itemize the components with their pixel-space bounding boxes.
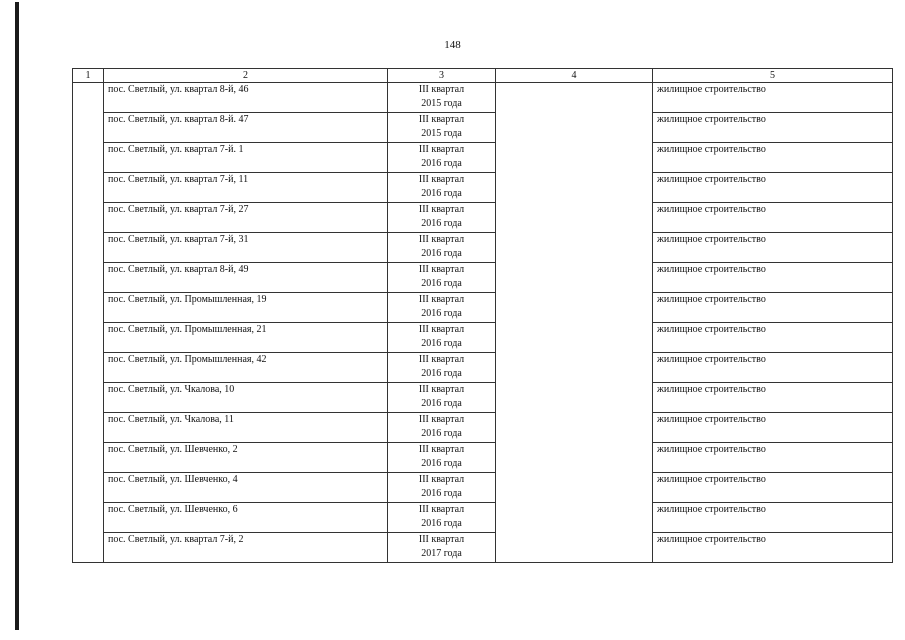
- empty-cell: [496, 503, 653, 533]
- table-row: [73, 503, 893, 533]
- period-quarter: III квартал: [418, 534, 465, 545]
- column-header: 4: [496, 69, 653, 83]
- period-quarter: III квартал: [418, 444, 465, 455]
- period-quarter: III квартал: [418, 354, 465, 365]
- address-cell: [104, 383, 388, 413]
- period-quarter: III квартал: [418, 84, 465, 95]
- period-year: 2016 года: [421, 188, 462, 199]
- row-number-cell: [73, 383, 104, 413]
- purpose-text: жилищное строительство: [657, 354, 766, 365]
- empty-cell: [496, 413, 653, 443]
- empty-cell: [496, 473, 653, 503]
- row-number-cell: [73, 113, 104, 143]
- period-cell: [388, 173, 496, 203]
- purpose-text: жилищное строительство: [657, 444, 766, 455]
- table-row: [73, 473, 893, 503]
- period-year: 2016 года: [421, 518, 462, 529]
- address-text: пос. Светлый, ул. квартал 7-й, 11: [108, 174, 249, 185]
- address-cell: [104, 533, 388, 563]
- table-row: [73, 443, 893, 473]
- purpose-cell: [653, 113, 893, 143]
- period-quarter: III квартал: [418, 414, 465, 425]
- table-row: [73, 113, 893, 143]
- address-cell: [104, 233, 388, 263]
- purpose-cell: [653, 443, 893, 473]
- row-number-cell: [73, 203, 104, 233]
- table-row: [73, 293, 893, 323]
- period-year: 2016 года: [421, 338, 462, 349]
- row-number-cell: [73, 353, 104, 383]
- purpose-cell: [653, 203, 893, 233]
- period-cell: [388, 323, 496, 353]
- address-cell: [104, 473, 388, 503]
- column-header: 5: [653, 69, 893, 83]
- purpose-cell: [653, 503, 893, 533]
- period-cell: [388, 233, 496, 263]
- empty-cell: [496, 113, 653, 143]
- period-quarter: III квартал: [418, 204, 465, 215]
- purpose-cell: [653, 353, 893, 383]
- empty-cell: [496, 173, 653, 203]
- address-cell: [104, 323, 388, 353]
- purpose-text: жилищное строительство: [657, 84, 766, 95]
- column-header: 3: [388, 69, 496, 83]
- address-cell: [104, 83, 388, 113]
- purpose-cell: [653, 173, 893, 203]
- period-cell: [388, 443, 496, 473]
- purpose-cell: [653, 473, 893, 503]
- address-text: пос. Светлый, ул. квартал 8-й. 47: [108, 114, 249, 125]
- period-quarter: III квартал: [418, 264, 465, 275]
- period-year: 2017 года: [421, 548, 462, 559]
- row-number-cell: [73, 173, 104, 203]
- period-cell: [388, 263, 496, 293]
- purpose-text: жилищное строительство: [657, 384, 766, 395]
- period-cell: [388, 293, 496, 323]
- purpose-text: жилищное строительство: [657, 324, 766, 335]
- period-quarter: III квартал: [418, 234, 465, 245]
- address-cell: [104, 503, 388, 533]
- address-text: пос. Светлый, ул. Промышленная, 21: [108, 324, 267, 335]
- empty-cell: [496, 323, 653, 353]
- address-cell: [104, 353, 388, 383]
- period-cell: [388, 383, 496, 413]
- period-cell: [388, 503, 496, 533]
- table-row: [73, 83, 893, 113]
- empty-cell: [496, 83, 653, 113]
- page-edge-bar: [15, 2, 19, 630]
- empty-cell: [496, 383, 653, 413]
- address-text: пос. Светлый, ул. Чкалова, 10: [108, 384, 235, 395]
- address-cell: [104, 113, 388, 143]
- period-quarter: III квартал: [418, 384, 465, 395]
- table-row: [73, 263, 893, 293]
- period-quarter: III квартал: [418, 174, 465, 185]
- period-cell: [388, 413, 496, 443]
- address-cell: [104, 413, 388, 443]
- purpose-text: жилищное строительство: [657, 294, 766, 305]
- purpose-text: жилищное строительство: [657, 234, 766, 245]
- period-cell: [388, 473, 496, 503]
- purpose-cell: [653, 83, 893, 113]
- period-quarter: III квартал: [418, 294, 465, 305]
- table-row: [73, 323, 893, 353]
- purpose-cell: [653, 323, 893, 353]
- period-cell: [388, 353, 496, 383]
- period-year: 2015 года: [421, 128, 462, 139]
- address-text: пос. Светлый, ул. квартал 8-й, 46: [108, 84, 249, 95]
- address-text: пос. Светлый, ул. Шевченко, 6: [108, 504, 238, 515]
- period-year: 2016 года: [421, 458, 462, 469]
- address-text: пос. Светлый, ул. квартал 8-й, 49: [108, 264, 249, 275]
- address-text: пос. Светлый, ул. квартал 7-й, 31: [108, 234, 249, 245]
- address-cell: [104, 173, 388, 203]
- period-year: 2016 года: [421, 308, 462, 319]
- empty-cell: [496, 443, 653, 473]
- address-cell: [104, 203, 388, 233]
- period-year: 2015 года: [421, 98, 462, 109]
- address-text: пос. Светлый, ул. Шевченко, 2: [108, 444, 238, 455]
- period-quarter: III квартал: [418, 474, 465, 485]
- purpose-cell: [653, 233, 893, 263]
- empty-cell: [496, 263, 653, 293]
- purpose-cell: [653, 413, 893, 443]
- period-quarter: III квартал: [418, 504, 465, 515]
- period-cell: [388, 113, 496, 143]
- purpose-text: жилищное строительство: [657, 504, 766, 515]
- purpose-cell: [653, 293, 893, 323]
- address-text: пос. Светлый, ул. квартал 7-й, 2: [108, 534, 244, 545]
- table-row: [73, 203, 893, 233]
- table-row: [73, 233, 893, 263]
- address-text: пос. Светлый, ул. Шевченко, 4: [108, 474, 238, 485]
- purpose-cell: [653, 263, 893, 293]
- row-number-cell: [73, 293, 104, 323]
- period-year: 2016 года: [421, 158, 462, 169]
- purpose-text: жилищное строительство: [657, 534, 766, 545]
- row-number-cell: [73, 473, 104, 503]
- purpose-text: жилищное строительство: [657, 144, 766, 155]
- address-cell: [104, 263, 388, 293]
- land-plots-table: [72, 68, 893, 563]
- purpose-cell: [653, 383, 893, 413]
- table-row: [73, 143, 893, 173]
- row-number-cell: [73, 263, 104, 293]
- table-row: [73, 173, 893, 203]
- row-number-cell: [73, 413, 104, 443]
- address-cell: [104, 443, 388, 473]
- empty-cell: [496, 353, 653, 383]
- purpose-text: жилищное строительство: [657, 264, 766, 275]
- table-row: [73, 533, 893, 563]
- purpose-text: жилищное строительство: [657, 204, 766, 215]
- address-cell: [104, 143, 388, 173]
- page-number: 148: [444, 39, 461, 51]
- period-year: 2016 года: [421, 488, 462, 499]
- period-year: 2016 года: [421, 218, 462, 229]
- purpose-text: жилищное строительство: [657, 114, 766, 125]
- row-number-cell: [73, 443, 104, 473]
- period-quarter: III квартал: [418, 324, 465, 335]
- period-year: 2016 года: [421, 428, 462, 439]
- address-text: пос. Светлый, ул. квартал 7-й, 27: [108, 204, 249, 215]
- column-header: 1: [73, 69, 104, 83]
- row-number-cell: [73, 83, 104, 113]
- address-text: пос. Светлый, ул. Чкалова, 11: [108, 414, 234, 425]
- period-year: 2016 года: [421, 248, 462, 259]
- address-cell: [104, 293, 388, 323]
- period-year: 2016 года: [421, 278, 462, 289]
- row-number-cell: [73, 503, 104, 533]
- address-text: пос. Светлый, ул. Промышленная, 42: [108, 354, 267, 365]
- column-header: 2: [104, 69, 388, 83]
- purpose-cell: [653, 533, 893, 563]
- empty-cell: [496, 533, 653, 563]
- table-row: [73, 383, 893, 413]
- row-number-cell: [73, 323, 104, 353]
- row-number-cell: [73, 233, 104, 263]
- purpose-text: жилищное строительство: [657, 474, 766, 485]
- row-number-cell: [73, 533, 104, 563]
- period-cell: [388, 83, 496, 113]
- row-number-cell: [73, 143, 104, 173]
- empty-cell: [496, 143, 653, 173]
- period-year: 2016 года: [421, 368, 462, 379]
- table-row: [73, 353, 893, 383]
- table-header-row: [73, 69, 893, 83]
- period-cell: [388, 143, 496, 173]
- period-cell: [388, 203, 496, 233]
- period-quarter: III квартал: [418, 114, 465, 125]
- empty-cell: [496, 233, 653, 263]
- purpose-text: жилищное строительство: [657, 414, 766, 425]
- address-text: пос. Светлый, ул. квартал 7-й. 1: [108, 144, 244, 155]
- purpose-text: жилищное строительство: [657, 174, 766, 185]
- purpose-cell: [653, 143, 893, 173]
- address-text: пос. Светлый, ул. Промышленная, 19: [108, 294, 267, 305]
- table-row: [73, 413, 893, 443]
- period-cell: [388, 533, 496, 563]
- period-quarter: III квартал: [418, 144, 465, 155]
- empty-cell: [496, 293, 653, 323]
- period-year: 2016 года: [421, 398, 462, 409]
- empty-cell: [496, 203, 653, 233]
